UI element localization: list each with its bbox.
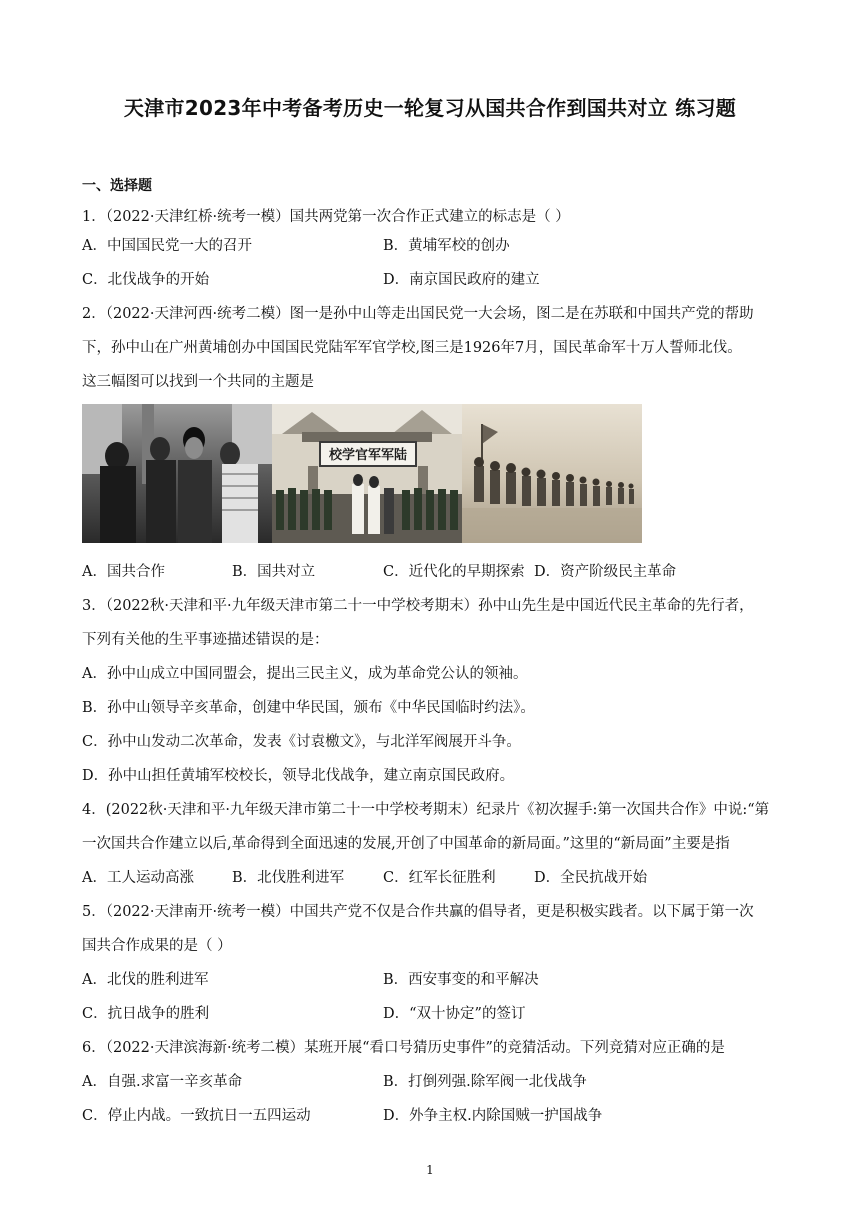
photo-whampoa-academy	[272, 404, 462, 543]
question-5-stem-line-1: 5．（2022·天津南开·统考一模）中国共产党不仅是合作共赢的倡导者，更是积极实践者。以下属于第一次	[82, 904, 754, 920]
question-1-option-a: A．中国国民党一大的召开	[82, 238, 252, 254]
document-title: 天津市2023年中考备考历史一轮复习从国共合作到国共对立 练习题	[123, 96, 737, 120]
question-2-option-a: A．国共合作	[82, 564, 165, 580]
question-4-option-c: C．红军长征胜利	[383, 870, 496, 886]
question-6-option-b: B．打倒列强.除军阀一北伐战争	[383, 1074, 587, 1090]
question-4-option-b: B．北伐胜利进军	[232, 870, 345, 886]
question-3-option-c: C．孙中山发动二次革命，发表《讨袁檄文》，与北洋军阀展开斗争。	[82, 734, 521, 750]
question-3-option-d: D．孙中山担任黄埔军校校长，领导北伐战争，建立南京国民政府。	[82, 768, 515, 784]
question-6-stem: 6．（2022·天津滨海新·统考二模）某班开展“看口号猜历史事件”的竞猜活动。下列竞猜对应正确的是	[82, 1040, 725, 1056]
question-5-option-a: A．北伐的胜利进军	[82, 972, 209, 988]
question-1-option-c: C．北伐战争的开始	[82, 272, 210, 288]
question-2-photo-strip	[82, 404, 642, 543]
question-5-stem-line-2: 国共合作成果的是（ ）	[82, 938, 232, 954]
question-5-option-b: B．西安事变的和平解决	[383, 972, 539, 988]
question-2-stem-line-3: 这三幅图可以找到一个共同的主题是	[82, 374, 314, 390]
question-1-option-d: D．南京国民政府的建立	[383, 272, 540, 288]
question-4-option-d: D．全民抗战开始	[534, 870, 648, 886]
question-6-option-a: A．自强.求富一辛亥革命	[82, 1074, 243, 1090]
question-2-option-b: B．国共对立	[232, 564, 316, 580]
question-6-option-c: C．停止内战。一致抗日一五四运动	[82, 1108, 311, 1124]
photo-whampoa-sign: 校学官军军陆	[328, 448, 408, 463]
question-1-option-b: B．黄埔军校的创办	[383, 238, 510, 254]
question-5-option-d: D．“双十协定”的签订	[383, 1006, 526, 1022]
question-6-option-d: D．外争主权.内除国贼一护国战争	[383, 1108, 603, 1124]
question-3-stem-line-1: 3．（2022秋·天津和平·九年级天津市第二十一中学校考期末）孙中山先生是中国近代民主革命的先行者，	[82, 598, 754, 614]
photo-northern-expedition	[462, 404, 642, 543]
section-heading: 一、选择题	[82, 178, 152, 194]
photo-kmt-congress	[82, 404, 272, 543]
page-number: 1	[426, 1163, 434, 1177]
question-3-option-a: A．孙中山成立中国同盟会，提出三民主义，成为革命党公认的领袖。	[82, 666, 528, 682]
question-4-stem-line-2: 一次国共合作建立以后,革命得到全面迅速的发展,开创了中国革命的新局面。”这里的“新局面”主要是指	[82, 836, 730, 852]
question-3-option-b: B．孙中山领导辛亥革命，创建中华民国，颁布《中华民国临时约法》。	[82, 700, 535, 716]
question-2-option-d: D．资产阶级民主革命	[534, 564, 677, 580]
question-5-option-c: C．抗日战争的胜利	[82, 1006, 210, 1022]
question-2-stem-line-1: 2．（2022·天津河西·统考二模）图一是孙中山等走出国民党一大会场，图二是在苏联和中国共产党的帮助	[82, 306, 754, 322]
question-4-stem-line-1: 4．(2022秋·天津和平·九年级天津市第二十一中学校考期末）纪录片《初次握手:第一次国共合作》中说:“第	[82, 802, 770, 818]
question-2-stem-line-2: 下，孙中山在广州黄埔创办中国国民党陆军军官学校,图三是1926年7月，国民革命军十万人誓师北伐。	[82, 340, 742, 356]
question-2-option-c: C．近代化的早期探索	[383, 564, 525, 580]
question-4-option-a: A．工人运动高涨	[82, 870, 194, 886]
question-3-stem-line-2: 下列有关他的生平事迹描述错误的是：	[82, 632, 329, 648]
question-1-stem: 1．（2022·天津红桥·统考一模）国共两党第一次合作正式建立的标志是（ ）	[82, 209, 570, 225]
